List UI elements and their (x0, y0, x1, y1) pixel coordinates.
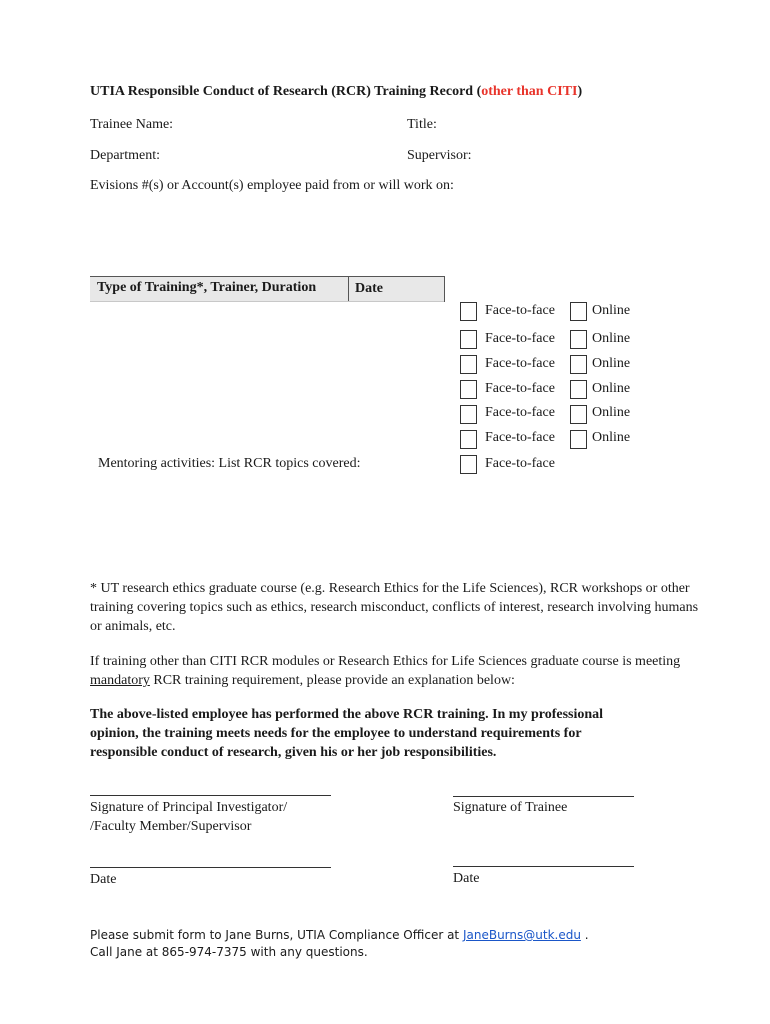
online-label: Online (592, 331, 631, 346)
title-label: Title: (407, 117, 437, 132)
title-highlight: other than CITI (481, 84, 578, 99)
trainee-date-label: Date (453, 871, 480, 886)
pi-signature-label-1: Signature of Principal Investigator/ (90, 800, 288, 815)
online-label: Online (592, 381, 631, 396)
online-label: Online (592, 430, 631, 445)
online-label: Online (592, 356, 631, 371)
training-table-header (90, 276, 445, 302)
mandatory-word: mandatory (90, 673, 150, 688)
footnote-text: * UT research ethics graduate course (e.g. Research Ethics for the Life Sciences), RCR workshops or other training covering topics such as ethics, research misconduct, conflicts of interest, research involving humans or animals, etc. (90, 581, 699, 634)
submit-instructions (90, 928, 589, 942)
title-end: ) (577, 84, 583, 99)
online-checkbox-5[interactable] (570, 405, 587, 424)
explanation-part-2: RCR training requirement, please provide an explanation below: (149, 673, 515, 688)
explanation-text (90, 652, 700, 690)
trainee-name-label: Trainee Name: (90, 117, 174, 132)
face-to-face-label: Face-to-face (485, 405, 555, 420)
face-to-face-checkbox-5[interactable] (460, 405, 477, 424)
col-date-header: Date (355, 281, 383, 296)
mentoring-face-to-face-checkbox[interactable] (460, 455, 477, 474)
online-label: Online (592, 405, 631, 420)
online-checkbox-1[interactable] (570, 302, 587, 321)
explanation-part-1: If training other than CITI RCR modules or Research Ethics for Life Sciences graduate course is meeting (90, 654, 681, 669)
pi-signature-label-2: /Faculty Member/Supervisor (90, 819, 252, 834)
online-checkbox-6[interactable] (570, 430, 587, 449)
mentoring-label: Mentoring activities: List RCR topics covered: (98, 456, 361, 471)
face-to-face-label: Face-to-face (485, 381, 555, 396)
face-to-face-label: Face-to-face (485, 303, 555, 318)
pi-date-label: Date (90, 872, 117, 887)
trainee-signature-line[interactable] (453, 796, 634, 797)
header-underline (90, 301, 444, 302)
face-to-face-label: Face-to-face (485, 456, 555, 471)
contact-line: Call Jane at 865-974-7375 with any questions. (90, 945, 368, 959)
online-checkbox-2[interactable] (570, 330, 587, 349)
face-to-face-checkbox-4[interactable] (460, 380, 477, 399)
face-to-face-checkbox-2[interactable] (460, 330, 477, 349)
face-to-face-label: Face-to-face (485, 331, 555, 346)
trainee-signature-label: Signature of Trainee (453, 800, 568, 815)
supervisor-label: Supervisor: (407, 148, 472, 163)
certification-statement: The above-listed employee has performed the above RCR training. In my professional opinion, the training meets needs for the employee to understand requirements for responsible conduct of research, given his or her job responsibilities. (90, 707, 604, 760)
submit-end: . (580, 928, 589, 942)
department-label: Department: (90, 148, 160, 163)
evisions-label: Evisions #(s) or Account(s) employee paid from or will work on: (90, 178, 454, 193)
form-title (90, 84, 582, 100)
header-separator (348, 277, 349, 302)
trainee-date-line[interactable] (453, 866, 634, 867)
face-to-face-checkbox-6[interactable] (460, 430, 477, 449)
col-type-header: Type of Training*, Trainer, Duration (97, 280, 317, 295)
online-checkbox-4[interactable] (570, 380, 587, 399)
title-main: UTIA Responsible Conduct of Research (RCR) Training Record ( (90, 84, 482, 99)
face-to-face-label: Face-to-face (485, 430, 555, 445)
email-link[interactable]: JaneBurns@utk.edu (462, 928, 581, 942)
online-label: Online (592, 303, 631, 318)
pi-signature-line[interactable] (90, 795, 331, 796)
online-checkbox-3[interactable] (570, 355, 587, 374)
submit-text: Please submit form to Jane Burns, UTIA Compliance Officer at (90, 928, 463, 942)
face-to-face-checkbox-3[interactable] (460, 355, 477, 374)
face-to-face-label: Face-to-face (485, 356, 555, 371)
pi-date-line[interactable] (90, 867, 331, 868)
face-to-face-checkbox-1[interactable] (460, 302, 477, 321)
